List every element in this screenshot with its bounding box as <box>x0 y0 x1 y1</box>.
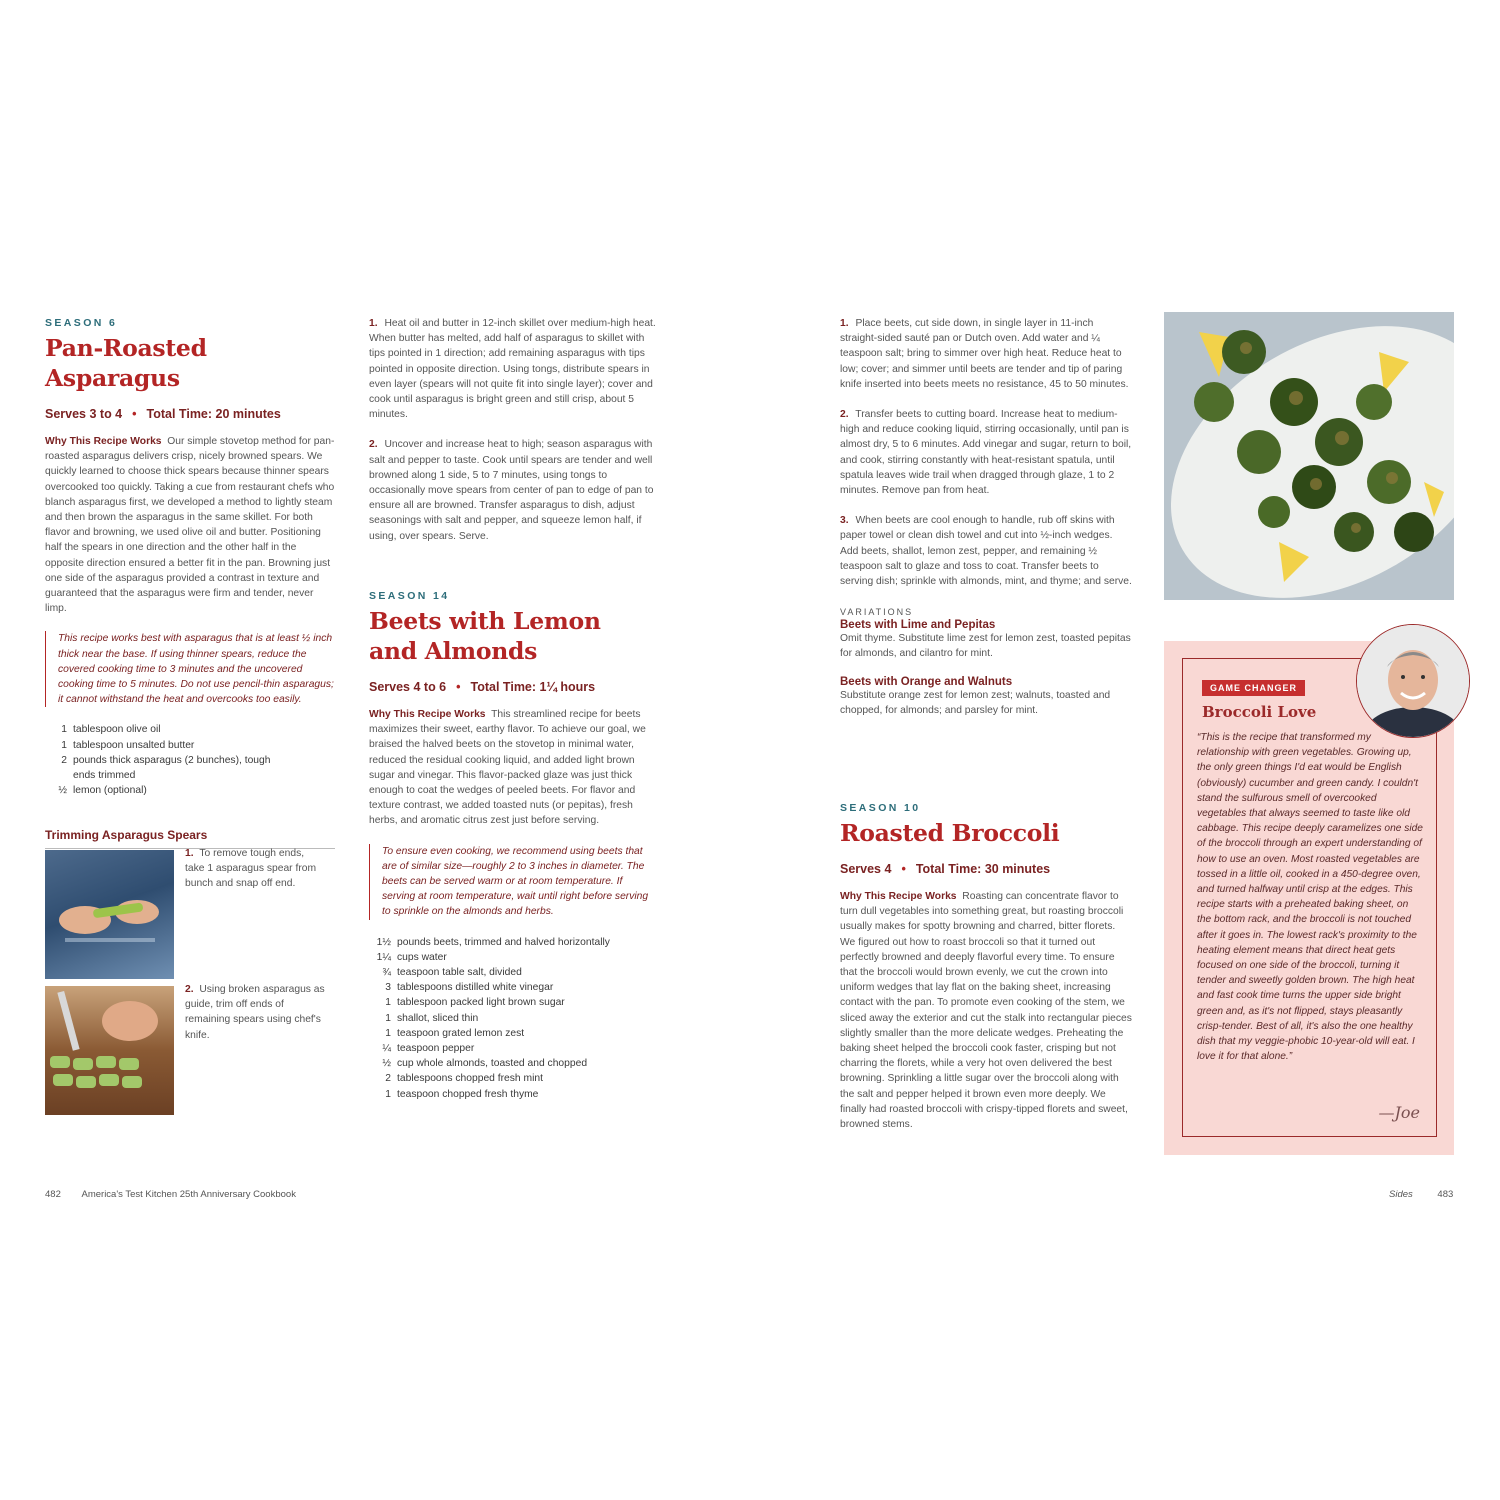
ingredient-item: 1 shallot, sliced thin <box>385 1012 479 1024</box>
serves-text: Serves 4 to 6 <box>369 680 447 694</box>
instruction-step: 3. When beets are cool enough to handle, rub off skins with paper towel or clean dish towel and cut into ½-inch wedges. Add beets, shallot, lemon zest, pepper, and remaining ½ teaspoon salt to glaze and toss to coat. Transfer beets to serving dish; sprinkle with almonds, mint, and thyme; and serve. <box>840 515 1132 588</box>
variation-text: Omit thyme. Substitute lime zest for lemon zest, toasted pepitas for almonds, and cilantro for mint. <box>840 633 1131 660</box>
beets-recipe <box>369 590 661 1102</box>
avatar <box>1356 624 1470 738</box>
signature: —Joe <box>1378 1103 1420 1122</box>
right-footer <box>1389 1189 1453 1200</box>
beets-steps <box>840 316 1132 718</box>
serves-time: Serves 4 to 6 • Total Time: 1¼ hours <box>369 680 596 694</box>
section-name: Sides <box>1389 1189 1413 1200</box>
why-text: This streamlined recipe for beets maximizes their sweet, earthy flavor. To achieve our goal, we braised the halved beets on the stovetop in minimal water, reduced the residual cooking liquid, and added light brown sugar and vinegar. This flavor-packed glaze was just thick enough to coat the wedges of peeled beets. For flavor and texture contrast, we added toasted nuts (or pepitas), fresh herbs, and aromatic citrus zest just before serving. <box>369 709 646 827</box>
ingredient-item: 2 tablespoons chopped fresh mint <box>385 1073 543 1085</box>
ingredient-item: 1¼ cups water <box>376 951 447 963</box>
trim-photo-1 <box>45 850 174 979</box>
serves-time: Serves 4 • Total Time: 30 minutes <box>840 862 1051 876</box>
badge-label: GAME CHANGER <box>1202 680 1305 696</box>
hands-asparagus-image <box>45 850 174 979</box>
chef-portrait-image <box>1357 625 1469 737</box>
trim-heading: Trimming Asparagus Spears <box>45 828 335 849</box>
ingredient-item: 1 tablespoon unsalted butter <box>61 739 195 751</box>
variation <box>840 619 1132 661</box>
variations-label: VARIATIONS <box>840 607 914 618</box>
book-title: America's Test Kitchen 25th Anniversary Cookbook <box>81 1189 296 1200</box>
ingredient-item: 1 teaspoon grated lemon zest <box>385 1027 525 1039</box>
instruction-step: 2. Transfer beets to cutting board. Increase heat to medium-high and reduce cooking liquid, stirring occasionally, until pan is almost dry, 5 to 6 minutes. Add vinegar and sugar, return to boil, and cook, stirring constantly with heat-resistant spatula, until spatula leaves wide trail when dragged through glaze, 1 to 2 minutes. Remove pan from heat. <box>840 409 1132 497</box>
season-label: SEASON 14 <box>369 590 450 602</box>
sidebar-badge <box>1202 678 1305 696</box>
total-time: Total Time: 30 minutes <box>915 862 1051 876</box>
variation-title: Beets with Lime and Pepitas <box>840 619 996 632</box>
why-label: Why This Recipe Works <box>840 891 957 902</box>
variation-text: Substitute orange zest for lemon zest; walnuts, toasted and chopped, for almonds; and parsley for mint. <box>840 689 1111 716</box>
ingredient-list <box>369 935 661 1102</box>
instruction-step: 1. Place beets, cut side down, in single layer in 11-inch straight-sided sauté pan or Dutch oven. Add water and ¼ teaspoon salt; bring to simmer over high heat. Reduce heat to low; cover; and simmer until beets are tender and tip of paring knife inserted into beets meets no resistance, 45 to 50 minutes. <box>840 318 1129 390</box>
recipe-note: To ensure even cooking, we recommend using beets that are of similar size—roughly 2 to 3 inches in diameter. The beets can be served warm or at room temperature. If serving at room temperature, wait until right before serving to sprinkle on the almonds and herbs. <box>369 844 650 920</box>
trim-photo-2 <box>45 986 174 1115</box>
ingredient-item: 1 teaspoon chopped fresh thyme <box>385 1088 539 1100</box>
sidebar-title: Broccoli Love <box>1202 703 1317 721</box>
recipe-title: Roasted Broccoli <box>840 819 1060 847</box>
broccoli-photo <box>1164 312 1454 600</box>
roasted-broccoli-image <box>1164 312 1454 600</box>
knife-cutting-image <box>45 986 174 1115</box>
ingredient-item: ½ lemon (optional) <box>58 785 147 797</box>
serves-time: Serves 3 to 4 • Total Time: 20 minutes <box>45 407 281 421</box>
ingredient-item: 1½ pounds beets, trimmed and halved horizontally <box>376 936 610 948</box>
season-label: SEASON 6 <box>45 317 118 329</box>
ingredient-list <box>45 722 337 798</box>
instruction-step: 2. Uncover and increase heat to high; season asparagus with salt and pepper to taste. Cook until spears are tender and well browned along 1 side, 5 to 7 minutes, using tongs to occasionally move spears from center of pan to edge of pan to ensure all are browned. Transfer asparagus to dish, adjust seasonings with salt and pepper, and squeeze lemon half, if using, over spears. Serve. <box>369 439 654 542</box>
why-label: Why This Recipe Works <box>369 709 486 720</box>
recipe-note: This recipe works best with asparagus that is at least ½ inch thick near the base. If using thinner spears, reduce the covered cooking time to 3 minutes and the uncovered cooking time to 5 minutes. Do not use pencil-thin asparagus; it cannot withstand the heat and overcooks too easily. <box>45 631 337 707</box>
ingredient-item: ¾ teaspoon table salt, divided <box>382 967 522 979</box>
ingredient-item: 1 tablespoon packed light brown sugar <box>385 997 565 1009</box>
why-text: Our simple stovetop method for pan-roasted asparagus delivers crisp, nicely browned spears. We quickly learned to choose thick spears because thinner spears overcooked too quickly. Taking a cue from restaurant chefs who blanch asparagus first, we developed a method to lightly steam and then brown the asparagus in the same skillet. For both flavor and browning, we used olive oil and butter. Positioning half the spears in one direction and the other half in the opposite direction ensured a better fit in the pan. Browning just one side of the asparagus provided a contrast in texture and guaranteed that the asparagus were firm and tender, never limp. <box>45 436 335 615</box>
left-footer <box>45 1189 296 1200</box>
ingredient-item: ¼ teaspoon pepper <box>382 1043 475 1055</box>
asparagus-recipe <box>45 317 337 849</box>
recipe-title: Pan-Roasted Asparagus <box>45 334 207 392</box>
why-this-works <box>840 889 1132 1132</box>
ingredient-item: 3 tablespoons distilled white vinegar <box>385 982 554 994</box>
sidebar-quote: “This is the recipe that transformed my relationship with green vegetables. Growing up, the only green things I'd eat would be English (obviously) cucumber and green candy. I couldn't stand the sulfurous smell of overcooked vegetables that always seemed to taste like old cabbage. This recipe deeply caramelizes one side of the broccoli through an expert understanding of how to use an oven. Most roasted vegetables are tossed in a little oil, cooked in a 450-degree oven, and turned halfway until crisp at the edges. This recipe starts with a preheated baking sheet, on the bottom rack, and the broccoli is not touched after it goes in. The lowest rack's proximity to the heating element means that direct heat gets focused on one side of the broccoli, turning it tender and sweetly golden brown. The high heat and fast cook time turns the upper side bright green and, as it's not flipped, stays pleasantly crisp-tender. Best of all, it's also the one healthy dish that my veggie-phobic 10-year-old will eat. I love it for that alone.” <box>1197 732 1423 1063</box>
instruction-step: 1. Heat oil and butter in 12-inch skillet over medium-high heat. When butter has melted, add half of asparagus to skillet with tips pointed in 1 direction; add remaining asparagus with tips pointed in opposite direction. Using tongs, distribute spears in even layer (spears will not quite fit into single layer); cover and cook until asparagus is bright green and still crisp, about 5 minutes. <box>369 318 656 421</box>
recipe-title: Beets with Lemon and Almonds <box>369 607 601 665</box>
why-label: Why This Recipe Works <box>45 436 162 447</box>
trim-step-1: 1. To remove tough ends, take 1 asparagus spear from bunch and snap off end. <box>185 848 317 890</box>
serves-text: Serves 3 to 4 <box>45 407 123 421</box>
ingredient-item: 1 tablespoon olive oil <box>61 724 161 736</box>
asparagus-steps <box>369 316 659 559</box>
why-text: Roasting can concentrate flavor to turn dull vegetables into something great, but roasting broccoli usually makes for spotty browning and charred, bitter florets. We figured out how to roast broccoli so that it turned out perfectly browned and deeply flavorful every time. To ensure that the broccoli would brown evenly, we cut the crown into uniform wedges that lay flat on the baking sheet, increasing contact with the pan. To promote even cooking of the stem, we sliced away the exterior and cut the stalk into rectangular pieces slightly smaller than the more delicate wedges. Preheating the baking sheet helped the broccoli cook faster, crisping but not charring the florets, while a very hot oven delivered the best browning. Sprinkling a little sugar over the broccoli along with the salt and pepper helped it brown even more deeply. We finally had roasted broccoli with crispy-tipped florets and sweet, browned stems. <box>840 891 1132 1131</box>
serves-text: Serves 4 <box>840 862 892 876</box>
page-number: 482 <box>45 1189 61 1200</box>
variation-title: Beets with Orange and Walnuts <box>840 675 1013 688</box>
trim-step-2: 2. Using broken asparagus as guide, trim off ends of remaining spears using chef's knife. <box>185 984 325 1041</box>
page-number: 483 <box>1437 1189 1454 1200</box>
total-time: Total Time: 20 minutes <box>146 407 281 421</box>
game-changer-sidebar <box>1164 641 1454 1155</box>
why-this-works <box>45 434 337 616</box>
broccoli-recipe <box>840 802 1132 1132</box>
ingredient-item: 2 pounds thick asparagus (2 bunches), tough ends trimmed <box>61 754 271 782</box>
season-label: SEASON 10 <box>840 802 921 814</box>
total-time: Total Time: 1¼ hours <box>470 680 596 694</box>
why-this-works <box>369 707 661 829</box>
ingredient-item: ½ cup whole almonds, toasted and chopped <box>382 1058 588 1070</box>
variation <box>840 676 1132 718</box>
